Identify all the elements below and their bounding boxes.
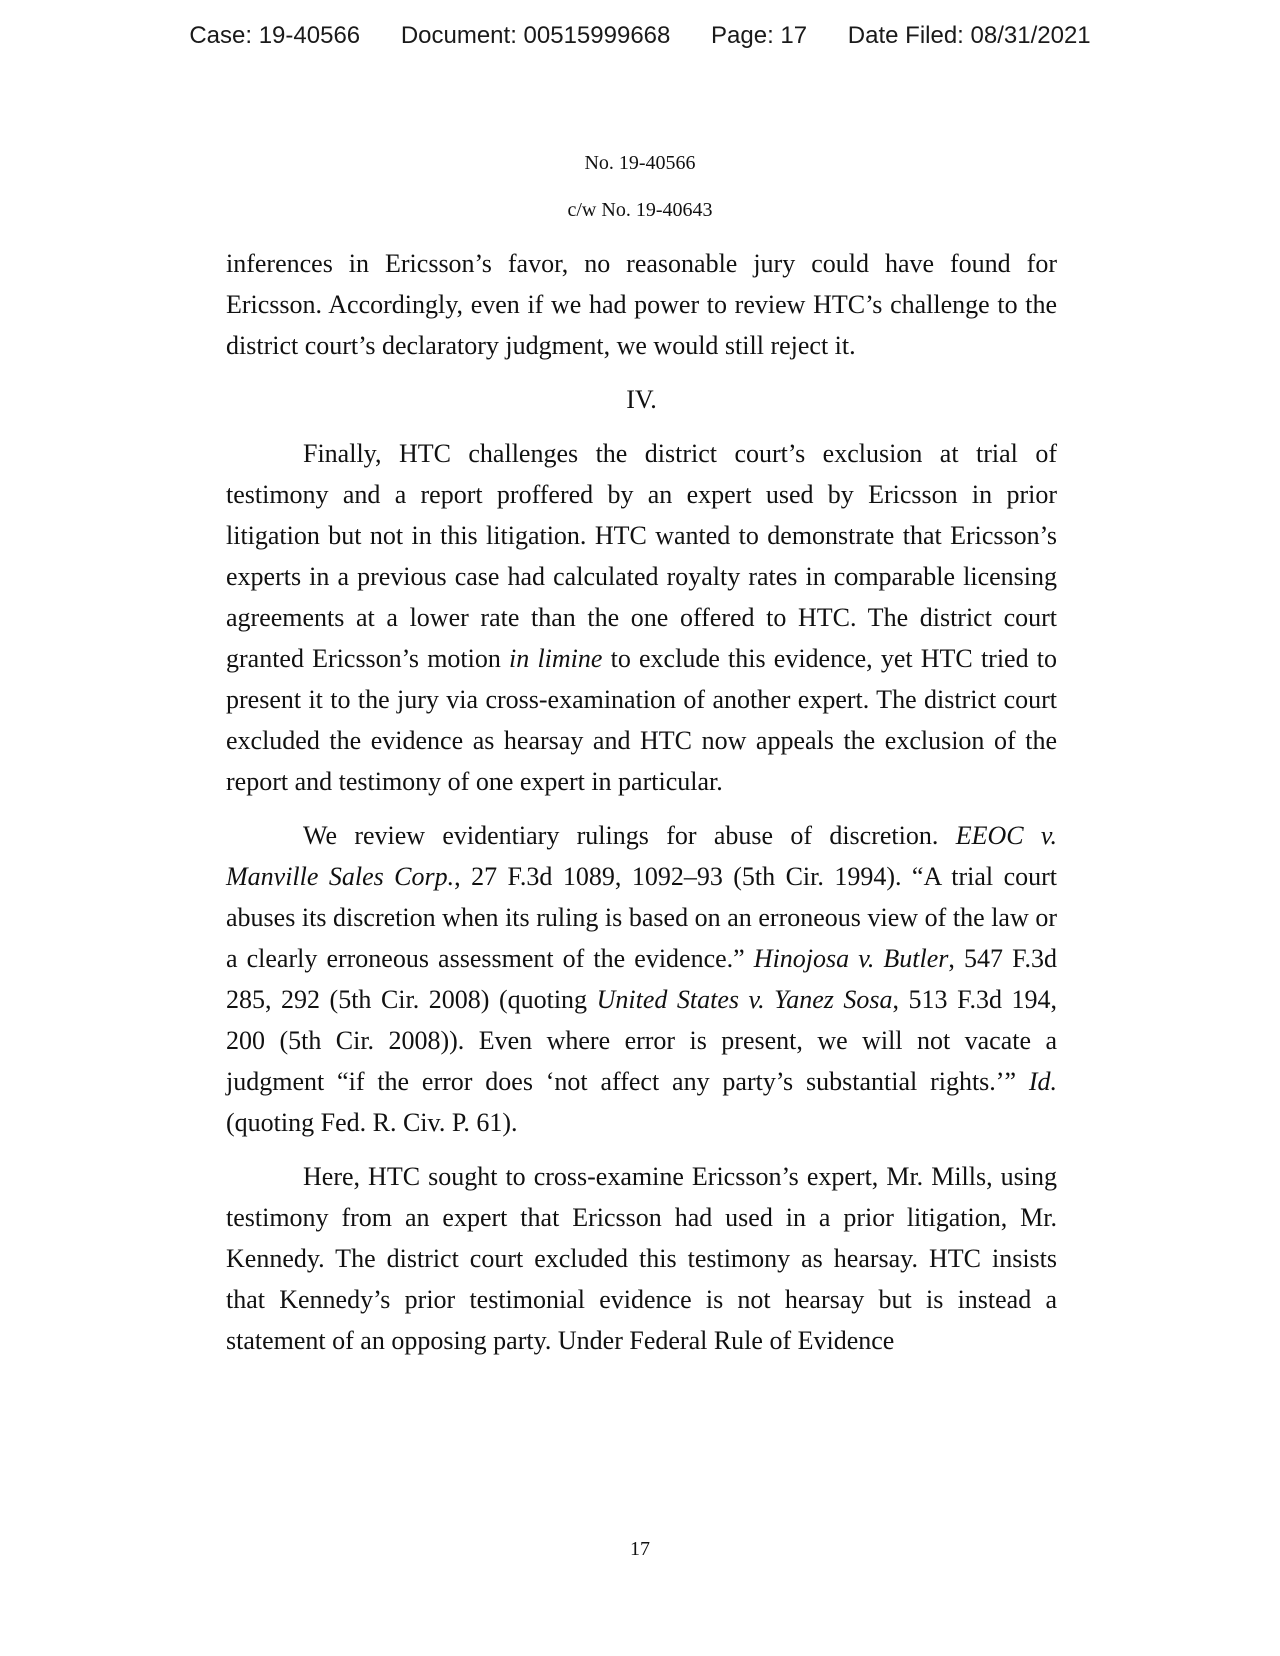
paragraph-standard-of-review: We review evidentiary rulings for abuse of discretion. EEOC v. Manville Sales Corp., 27 F.3d 1089, 1092–93 (5th Cir. 1994). “A trial court abuses its discretion when its ruling is based on an erroneous view of the law or a clearly erroneous assessment of the evidence.” Hinojosa v. Butler, 547 F.3d 285, 292 (5th Cir. 2008) (quoting United States v. Yanez Sosa, 513 F.3d 194, 200 (5th Cir. 2008)). Even where error is present, we will not vacate a judgment “if the error does ‘not affect any party’s substantial rights.’” Id. (quoting Fed. R. Civ. P. 61).	[226, 821, 1058, 1137]
case-citation: Hinojosa v. Butler	[753, 944, 949, 973]
court-filing-header	[0, 22, 1280, 50]
document-number: Document: 00515999668	[400, 22, 671, 49]
case-citation: United States v. Yanez Sosa	[596, 985, 893, 1014]
caption-number: No. 19-40566	[584, 152, 696, 174]
opinion-body	[226, 243, 1057, 1374]
section-heading: IV.	[626, 385, 657, 414]
paragraph-kennedy-testimony: Here, HTC sought to cross-examine Ericsson’s expert, Mr. Mills, using testimony from an expert that Ericsson had used in a prior litigation, Mr. Kennedy. The district court excluded this testimony as hearsay. HTC insists that Kennedy’s prior testimonial evidence is not hearsay but is instead a statement of an opposing party. Under Federal Rule of Evidence	[226, 1162, 1057, 1355]
case-citation: EEOC v. Manville Sales Corp.	[226, 821, 1058, 891]
paragraph-htc-challenge: Finally, HTC challenges the district court’s exclusion at trial of testimony and a report proffered by an expert used by Ericsson in prior litigation but not in this litigation. HTC wanted to demonstrate that Ericsson’s experts in a previous case had calculated royalty rates in comparable licensing agreements at a lower rate than the one offered to HTC. The district court granted Ericsson’s motion in limine to exclude this evidence, yet HTC tried to present it to the jury via cross-examination of another expert. The district court excluded the evidence as hearsay and HTC now appeals the exclusion of the report and testimony of one expert in particular.	[226, 439, 1057, 796]
page-label: Page: 17	[711, 22, 808, 49]
paragraph-continuation: inferences in Ericsson’s favor, no reasonable jury could have found for Ericsson. Accordingly, even if we had power to review HTC’s challenge to the district court’s declaratory judgment, we would still reject it.	[226, 249, 1057, 360]
page-number: 17	[630, 1538, 650, 1560]
id-citation: Id.	[1028, 1067, 1057, 1096]
caption-consolidated: c/w No. 19-40643	[567, 199, 713, 221]
latin-term: in limine	[509, 644, 603, 673]
date-filed: Date Filed: 08/31/2021	[847, 22, 1091, 49]
case-number: Case: 19-40566	[189, 22, 361, 49]
